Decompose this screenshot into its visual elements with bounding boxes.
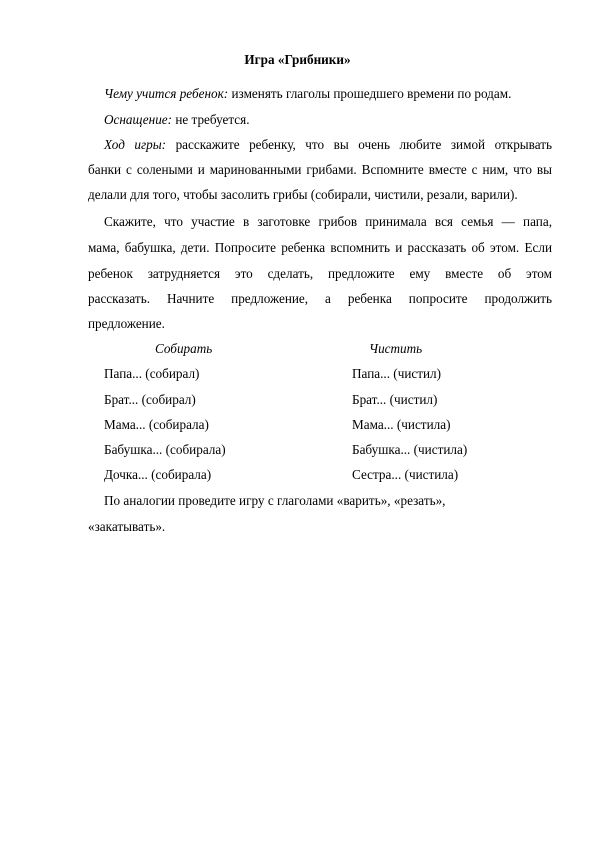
equipment-text: не требуется. <box>172 112 250 127</box>
document-title: Игра «Грибники» <box>244 52 351 67</box>
course-line-1 <box>104 137 552 153</box>
para2-line-3: ребенок затрудняется это сделать, предложите ему вместе об этом <box>88 266 552 281</box>
col1-row: Мама... (собирала) <box>104 417 209 432</box>
col1-row: Брат... (собирал) <box>104 392 196 407</box>
course-line-2: банки с солеными и маринованными грибами. Вспомните вместе с ним, что вы <box>88 162 552 177</box>
para2-line-4: рассказать. Начните предложение, а ребенка попросите продолжить <box>88 291 552 306</box>
col1-row: Папа... (собирал) <box>104 366 200 381</box>
para2-line-5: предложение. <box>88 316 165 331</box>
course-label: Ход игры: <box>104 137 167 152</box>
col2-row: Мама... (чистила) <box>352 417 451 432</box>
equipment-line <box>104 112 568 128</box>
course-line-3: делали для того, чтобы засолить грибы (собирали, чистили, резали, варили). <box>88 187 518 202</box>
final-line-2: «закатывать». <box>88 519 166 534</box>
col1-row: Дочка... (собирала) <box>104 467 212 482</box>
final-line-1: По аналогии проведите игру с глаголами «варить», «резать», <box>104 493 446 508</box>
para2-line-2: мама, бабушка, дети. Попросите ребенка вспомнить и рассказать об этом. Если <box>88 240 552 255</box>
goal-text: изменять глаголы прошедшего времени по родам. <box>228 86 512 101</box>
para2-line-1: Скажите, что участие в заготовке грибов принимала вся семья — папа, <box>104 214 552 229</box>
course-text-1: расскажите ребенку, что вы очень любите зимой открывать <box>166 137 553 152</box>
equipment-label: Оснащение: <box>104 112 173 127</box>
column-heading-sobirat: Собирать <box>155 341 213 356</box>
column-heading-chistit: Чистить <box>369 341 423 356</box>
col2-row: Брат... (чистил) <box>352 392 438 407</box>
col1-row: Бабушка... (собирала) <box>104 442 226 457</box>
col2-row: Бабушка... (чистила) <box>352 442 468 457</box>
goal-line <box>104 86 568 102</box>
col2-row: Сестра... (чистила) <box>352 467 459 482</box>
goal-label: Чему учится ребенок: <box>104 86 229 101</box>
col2-row: Папа... (чистил) <box>352 366 442 381</box>
